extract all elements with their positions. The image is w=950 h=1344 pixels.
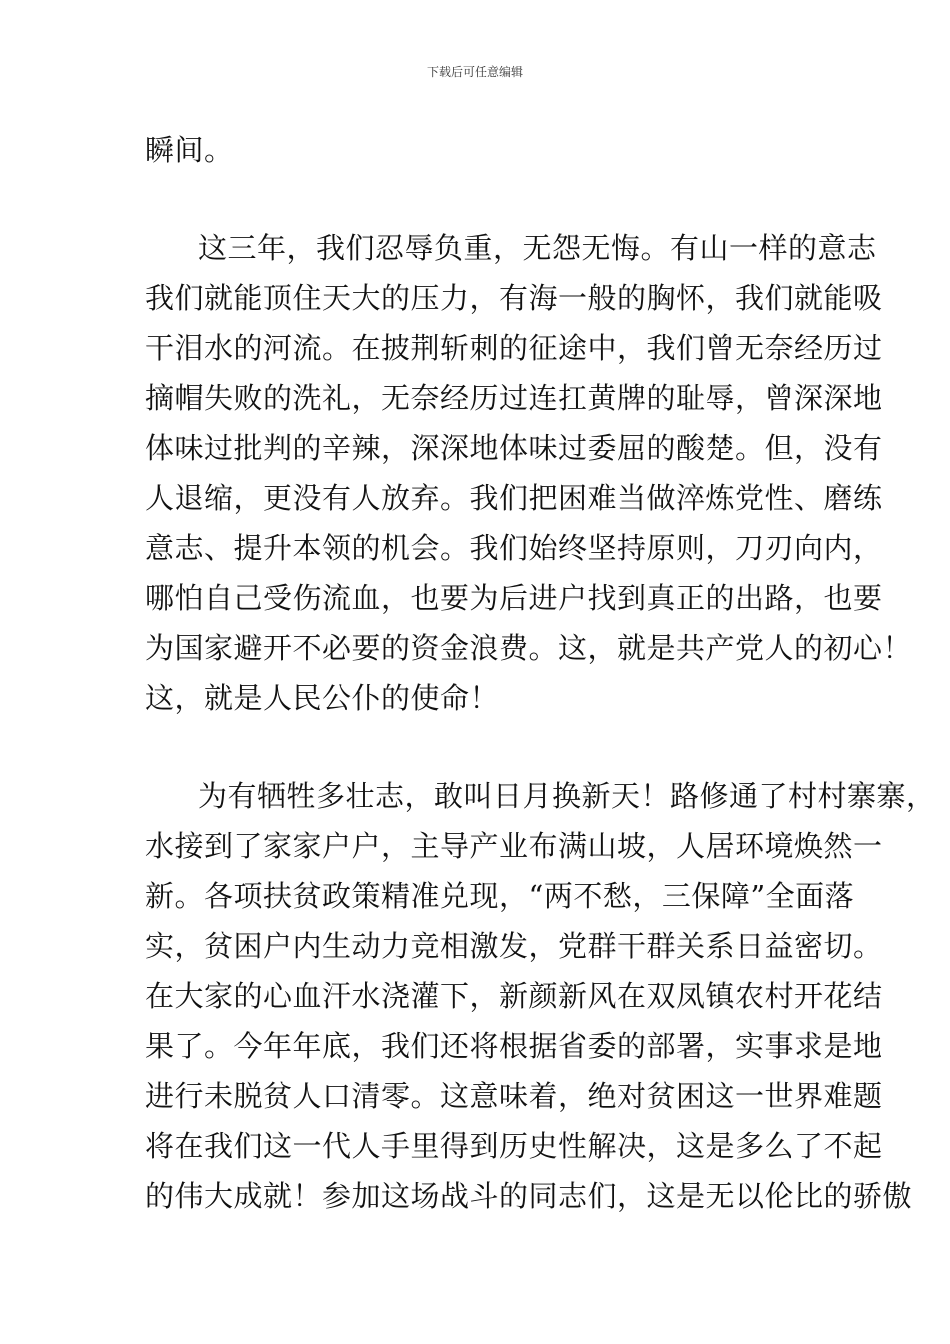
paragraph-line: 为有牺牲多壮志，敢叫日月换新天！路修通了村村寨寨， — [198, 779, 936, 813]
paragraph-line: 瞬间。 — [145, 133, 234, 167]
paragraph-line: 实，贫困户内生动力竞相激发，党群干群关系日益密切。 — [145, 929, 883, 963]
paragraph-line: 为国家避开不必要的资金浪费。这，就是共产党人的初心！ — [145, 631, 913, 665]
paragraph-line: 水接到了家家户户，主导产业布满山坡，人居环境焕然一 — [145, 829, 883, 863]
paragraph-line: 果了。今年年底，我们还将根据省委的部署，实事求是地 — [145, 1029, 883, 1063]
page-header: 下载后可任意编辑 — [426, 65, 523, 79]
paragraph-line: 在大家的心血汗水浇灌下，新颜新风在双凤镇农村开花结 — [145, 979, 883, 1013]
paragraph-line: 这三年，我们忍辱负重，无怨无悔。有山一样的意志 — [198, 231, 877, 265]
paragraph-line: 哪怕自己受伤流血，也要为后进户找到真正的出路，也要 — [145, 581, 883, 615]
paragraph-line: 我们就能顶住天大的压力，有海一般的胸怀，我们就能吸 — [145, 281, 883, 315]
paragraph-line: 这，就是人民公仆的使命！ — [145, 681, 500, 715]
paragraph-line: 将在我们这一代人手里得到历史性解决，这是多么了不起 — [145, 1129, 883, 1163]
paragraph-line: 进行未脱贫人口清零。这意味着，绝对贫困这一世界难题 — [145, 1079, 883, 1113]
paragraph-line: 新。各项扶贫政策精准兑现，“两不愁，三保障”全面落 — [145, 879, 855, 913]
paragraph-line: 摘帽失败的洗礼，无奈经历过连扛黄牌的耻辱，曾深深地 — [145, 381, 883, 415]
paragraph-line: 干泪水的河流。在披荆斩刺的征途中，我们曾无奈经历过 — [145, 331, 883, 365]
paragraph-line: 意志、提升本领的机会。我们始终坚持原则，刀刃向内， — [145, 531, 883, 565]
paragraph-line: 的伟大成就！参加这场战斗的同志们，这是无以伦比的骄傲 — [145, 1179, 913, 1213]
paragraph-line: 体味过批判的辛辣，深深地体味过委屈的酸楚。但，没有 — [145, 431, 883, 465]
paragraph-line: 人退缩，更没有人放弃。我们把困难当做淬炼党性、磨练 — [145, 481, 883, 515]
